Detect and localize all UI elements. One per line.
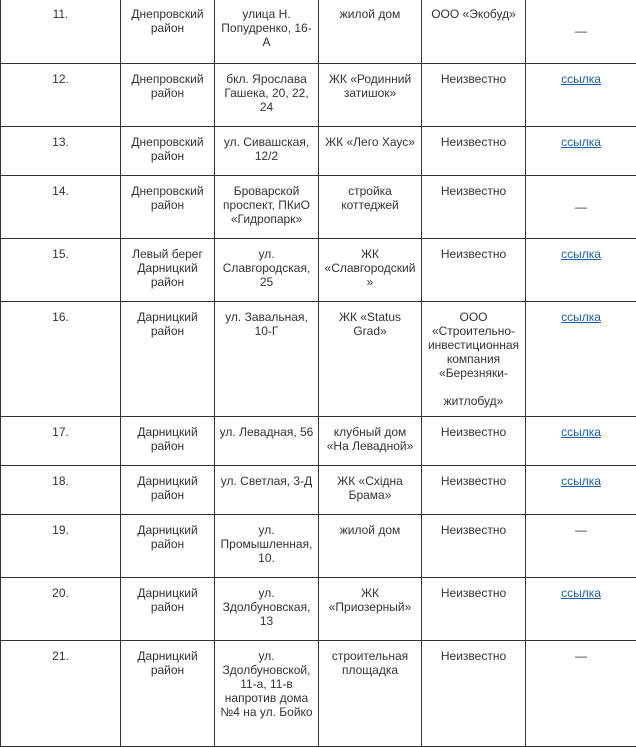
row-number: 17.: [1, 417, 121, 466]
object-cell: жилой дом: [319, 515, 422, 578]
developer-cell: Неизвестно: [422, 466, 526, 515]
district-cell: Днепровский район: [121, 127, 215, 176]
source-cell: [526, 417, 636, 466]
address-cell: улица Н. Попудренко, 16-А: [215, 0, 319, 64]
developer-cell: Неизвестно: [422, 64, 526, 127]
table-row: [1, 302, 636, 417]
district-cell: Днепровский район: [121, 64, 215, 127]
district-cell: Днепровский район: [121, 0, 215, 64]
district-cell: Дарницкий район: [121, 641, 215, 747]
source-link[interactable]: ссылка: [561, 72, 601, 86]
source-dash: —: [526, 0, 636, 64]
address-cell: ул. Славгородская, 25: [215, 239, 319, 302]
district-cell: Дарницкий район: [121, 466, 215, 515]
row-number: 14.: [1, 176, 121, 239]
address-cell: бкл. Ярослава Гашека, 20, 22, 24: [215, 64, 319, 127]
address-cell: ул. Здолбуновская, 13: [215, 578, 319, 641]
address-cell: ул. Завальная, 10-Г: [215, 302, 319, 417]
address-cell: ул. Сивашская, 12/2: [215, 127, 319, 176]
address-cell: ул. Здолбуновской, 11-а, 11-в напротив дома №4 на ул. Бойко: [215, 641, 319, 747]
developer-cell: Неизвестно: [422, 239, 526, 302]
source-cell: [526, 127, 636, 176]
object-cell: строительная площадка: [319, 641, 422, 747]
developer-cell: Неизвестно: [422, 176, 526, 239]
developer-cell: Неизвестно: [422, 417, 526, 466]
table-row: [1, 0, 636, 64]
row-number: 16.: [1, 302, 121, 417]
object-cell: ЖК «Родинний затишок»: [319, 64, 422, 127]
row-number: 18.: [1, 466, 121, 515]
source-link[interactable]: ссылка: [561, 586, 601, 600]
address-cell: ул. Левадная, 56: [215, 417, 319, 466]
row-number: 21.: [1, 641, 121, 747]
district-cell: Днепровский район: [121, 176, 215, 239]
table-row: [1, 466, 636, 515]
row-number: 12.: [1, 64, 121, 127]
row-number: 13.: [1, 127, 121, 176]
object-cell: стройка коттеджей: [319, 176, 422, 239]
spacer: [425, 380, 522, 394]
object-cell: ЖК «Славгородский»: [319, 239, 422, 302]
object-cell: ЖК «Приозерный»: [319, 578, 422, 641]
source-link[interactable]: ссылка: [561, 310, 601, 324]
address-cell: ул. Промышленная, 10.: [215, 515, 319, 578]
source-link[interactable]: ссылка: [561, 474, 601, 488]
source-cell: [526, 302, 636, 417]
table-row: [1, 641, 636, 747]
source-cell: [526, 466, 636, 515]
table-row: [1, 64, 636, 127]
object-cell: ЖК «Схiдна Брама»: [319, 466, 422, 515]
source-dash: —: [526, 176, 636, 239]
table-row: [1, 239, 636, 302]
source-cell: —: [526, 515, 636, 578]
developer-text: ООО «Строительно-инвестиционная компания «Березняки-: [427, 310, 520, 380]
source-cell: [526, 578, 636, 641]
source-cell: [526, 239, 636, 302]
table-row: [1, 578, 636, 641]
object-cell: ЖК «Status Grad»: [319, 302, 422, 417]
district-cell: Дарницкий район: [121, 578, 215, 641]
source-link[interactable]: ссылка: [561, 425, 601, 439]
district-cell: Левый берег Дарницкий район: [121, 239, 215, 302]
row-number: 20.: [1, 578, 121, 641]
developer-cell: Неизвестно: [422, 641, 526, 747]
address-cell: Броварской проспект, ПКиО «Гидропарк»: [215, 176, 319, 239]
source-cell: —: [526, 641, 636, 747]
developer-cell: Неизвестно: [422, 127, 526, 176]
table-row: [1, 417, 636, 466]
source-link[interactable]: ссылка: [561, 247, 601, 261]
table-row: [1, 515, 636, 578]
developer-cell: Неизвестно: [422, 578, 526, 641]
object-cell: жилой дом: [319, 0, 422, 64]
row-number: 15.: [1, 239, 121, 302]
object-cell: клубный дом «На Левадной»: [319, 417, 422, 466]
source-cell: [526, 64, 636, 127]
object-cell: ЖК «Лего Хаус»: [319, 127, 422, 176]
district-cell: Дарницкий район: [121, 417, 215, 466]
district-cell: Дарницкий район: [121, 302, 215, 417]
address-cell: ул. Светлая, 3-Д: [215, 466, 319, 515]
developer-text-cont: житлобуд»: [443, 394, 504, 408]
developer-cell: Неизвестно: [422, 515, 526, 578]
row-number: 11.: [1, 0, 121, 64]
table-row: [1, 176, 636, 239]
row-number: 19.: [1, 515, 121, 578]
district-cell: Дарницкий район: [121, 515, 215, 578]
developer-cell: ООО «Экобуд»: [422, 0, 526, 64]
developer-cell: [422, 302, 526, 417]
source-link[interactable]: ссылка: [561, 135, 601, 149]
table-row: [1, 127, 636, 176]
